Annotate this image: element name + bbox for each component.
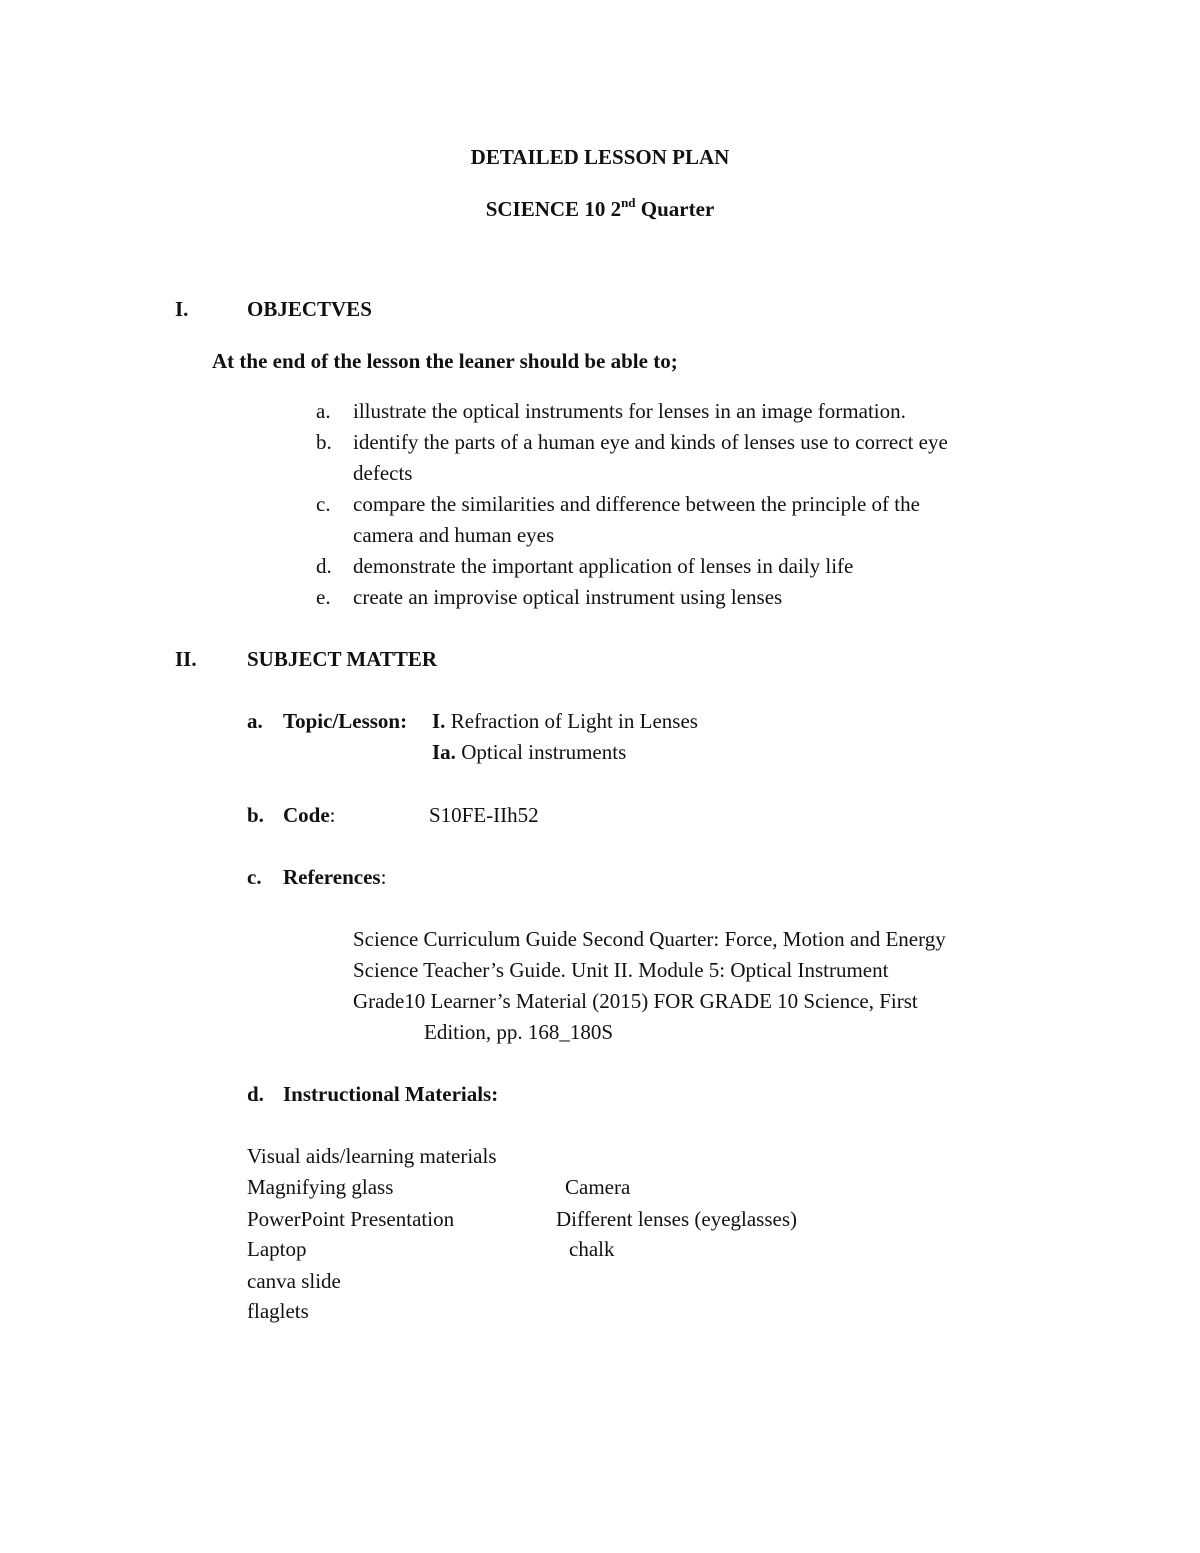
objective-text-cont: camera and human eyes [353, 523, 555, 547]
objective-letter: a. [316, 399, 331, 423]
topic-line-1-text: Refraction of Light in Lenses [445, 709, 698, 733]
topic-line-1 [432, 706, 698, 737]
code-colon: : [329, 803, 336, 827]
material-item: Visual aids/learning materials [247, 1144, 497, 1168]
materials-letter: d. [247, 1082, 264, 1106]
reference-item-cont: Edition, pp. 168_180S [424, 1020, 614, 1044]
material-item: flaglets [247, 1299, 309, 1323]
objective-letter: d. [316, 554, 332, 578]
topic-line-2-text: Optical instruments [455, 740, 627, 764]
code-label: Code [283, 803, 330, 827]
material-item: Magnifying glass [247, 1175, 394, 1199]
reference-item: Science Curriculum Guide Second Quarter: Force, Motion and Energy [353, 927, 946, 951]
references-label: References [283, 865, 381, 889]
topic-line-2 [432, 737, 626, 768]
materials-label: Instructional Materials: [283, 1082, 499, 1106]
reference-item: Grade10 Learner’s Material (2015) FOR GRADE 10 Science, First [353, 989, 918, 1013]
objectives-intro: At the end of the lesson the leaner should be able to; [212, 349, 678, 373]
objective-text-cont: defects [353, 461, 413, 485]
objectives-numeral: I. [175, 297, 189, 321]
objective-text: demonstrate the important application of lenses in daily life [353, 554, 854, 578]
document-title: DETAILED LESSON PLAN [470, 145, 730, 169]
subject-quarter [0, 194, 1200, 225]
material-item: Camera [565, 1175, 631, 1199]
material-item: chalk [569, 1237, 615, 1261]
objective-letter: e. [316, 585, 331, 609]
reference-item: Science Teacher’s Guide. Unit II. Module 5: Optical Instrument [353, 958, 889, 982]
references-label-wrap [283, 862, 386, 893]
objective-letter: c. [316, 492, 331, 516]
subject-superscript: nd [621, 195, 636, 210]
topic-line-2-number: Ia. [432, 740, 456, 764]
objective-text: compare the similarities and difference between the principle of the [353, 492, 920, 516]
objective-letter: b. [316, 430, 332, 454]
objective-text: illustrate the optical instruments for lenses in an image formation. [353, 399, 906, 423]
material-item: Laptop [247, 1237, 307, 1261]
references-letter: c. [247, 865, 262, 889]
code-label-wrap [283, 800, 336, 831]
subject-suffix: Quarter [635, 197, 715, 221]
references-colon: : [380, 865, 387, 889]
code-letter: b. [247, 803, 264, 827]
topic-label: Topic/Lesson: [283, 709, 408, 733]
subject-matter-numeral: II. [175, 647, 197, 671]
topic-line-1-number: I. [432, 709, 446, 733]
material-item: canva slide [247, 1269, 341, 1293]
subject-prefix: SCIENCE 10 2 [485, 197, 622, 221]
objectives-heading: OBJECTVES [247, 297, 372, 321]
subject-matter-heading: SUBJECT MATTER [247, 647, 438, 671]
material-item: Different lenses (eyeglasses) [556, 1207, 798, 1231]
material-item: PowerPoint Presentation [247, 1207, 455, 1231]
code-value: S10FE-IIh52 [429, 803, 539, 827]
objective-text: identify the parts of a human eye and kinds of lenses use to correct eye [353, 430, 948, 454]
objective-text: create an improvise optical instrument using lenses [353, 585, 783, 609]
topic-letter: a. [247, 709, 263, 733]
